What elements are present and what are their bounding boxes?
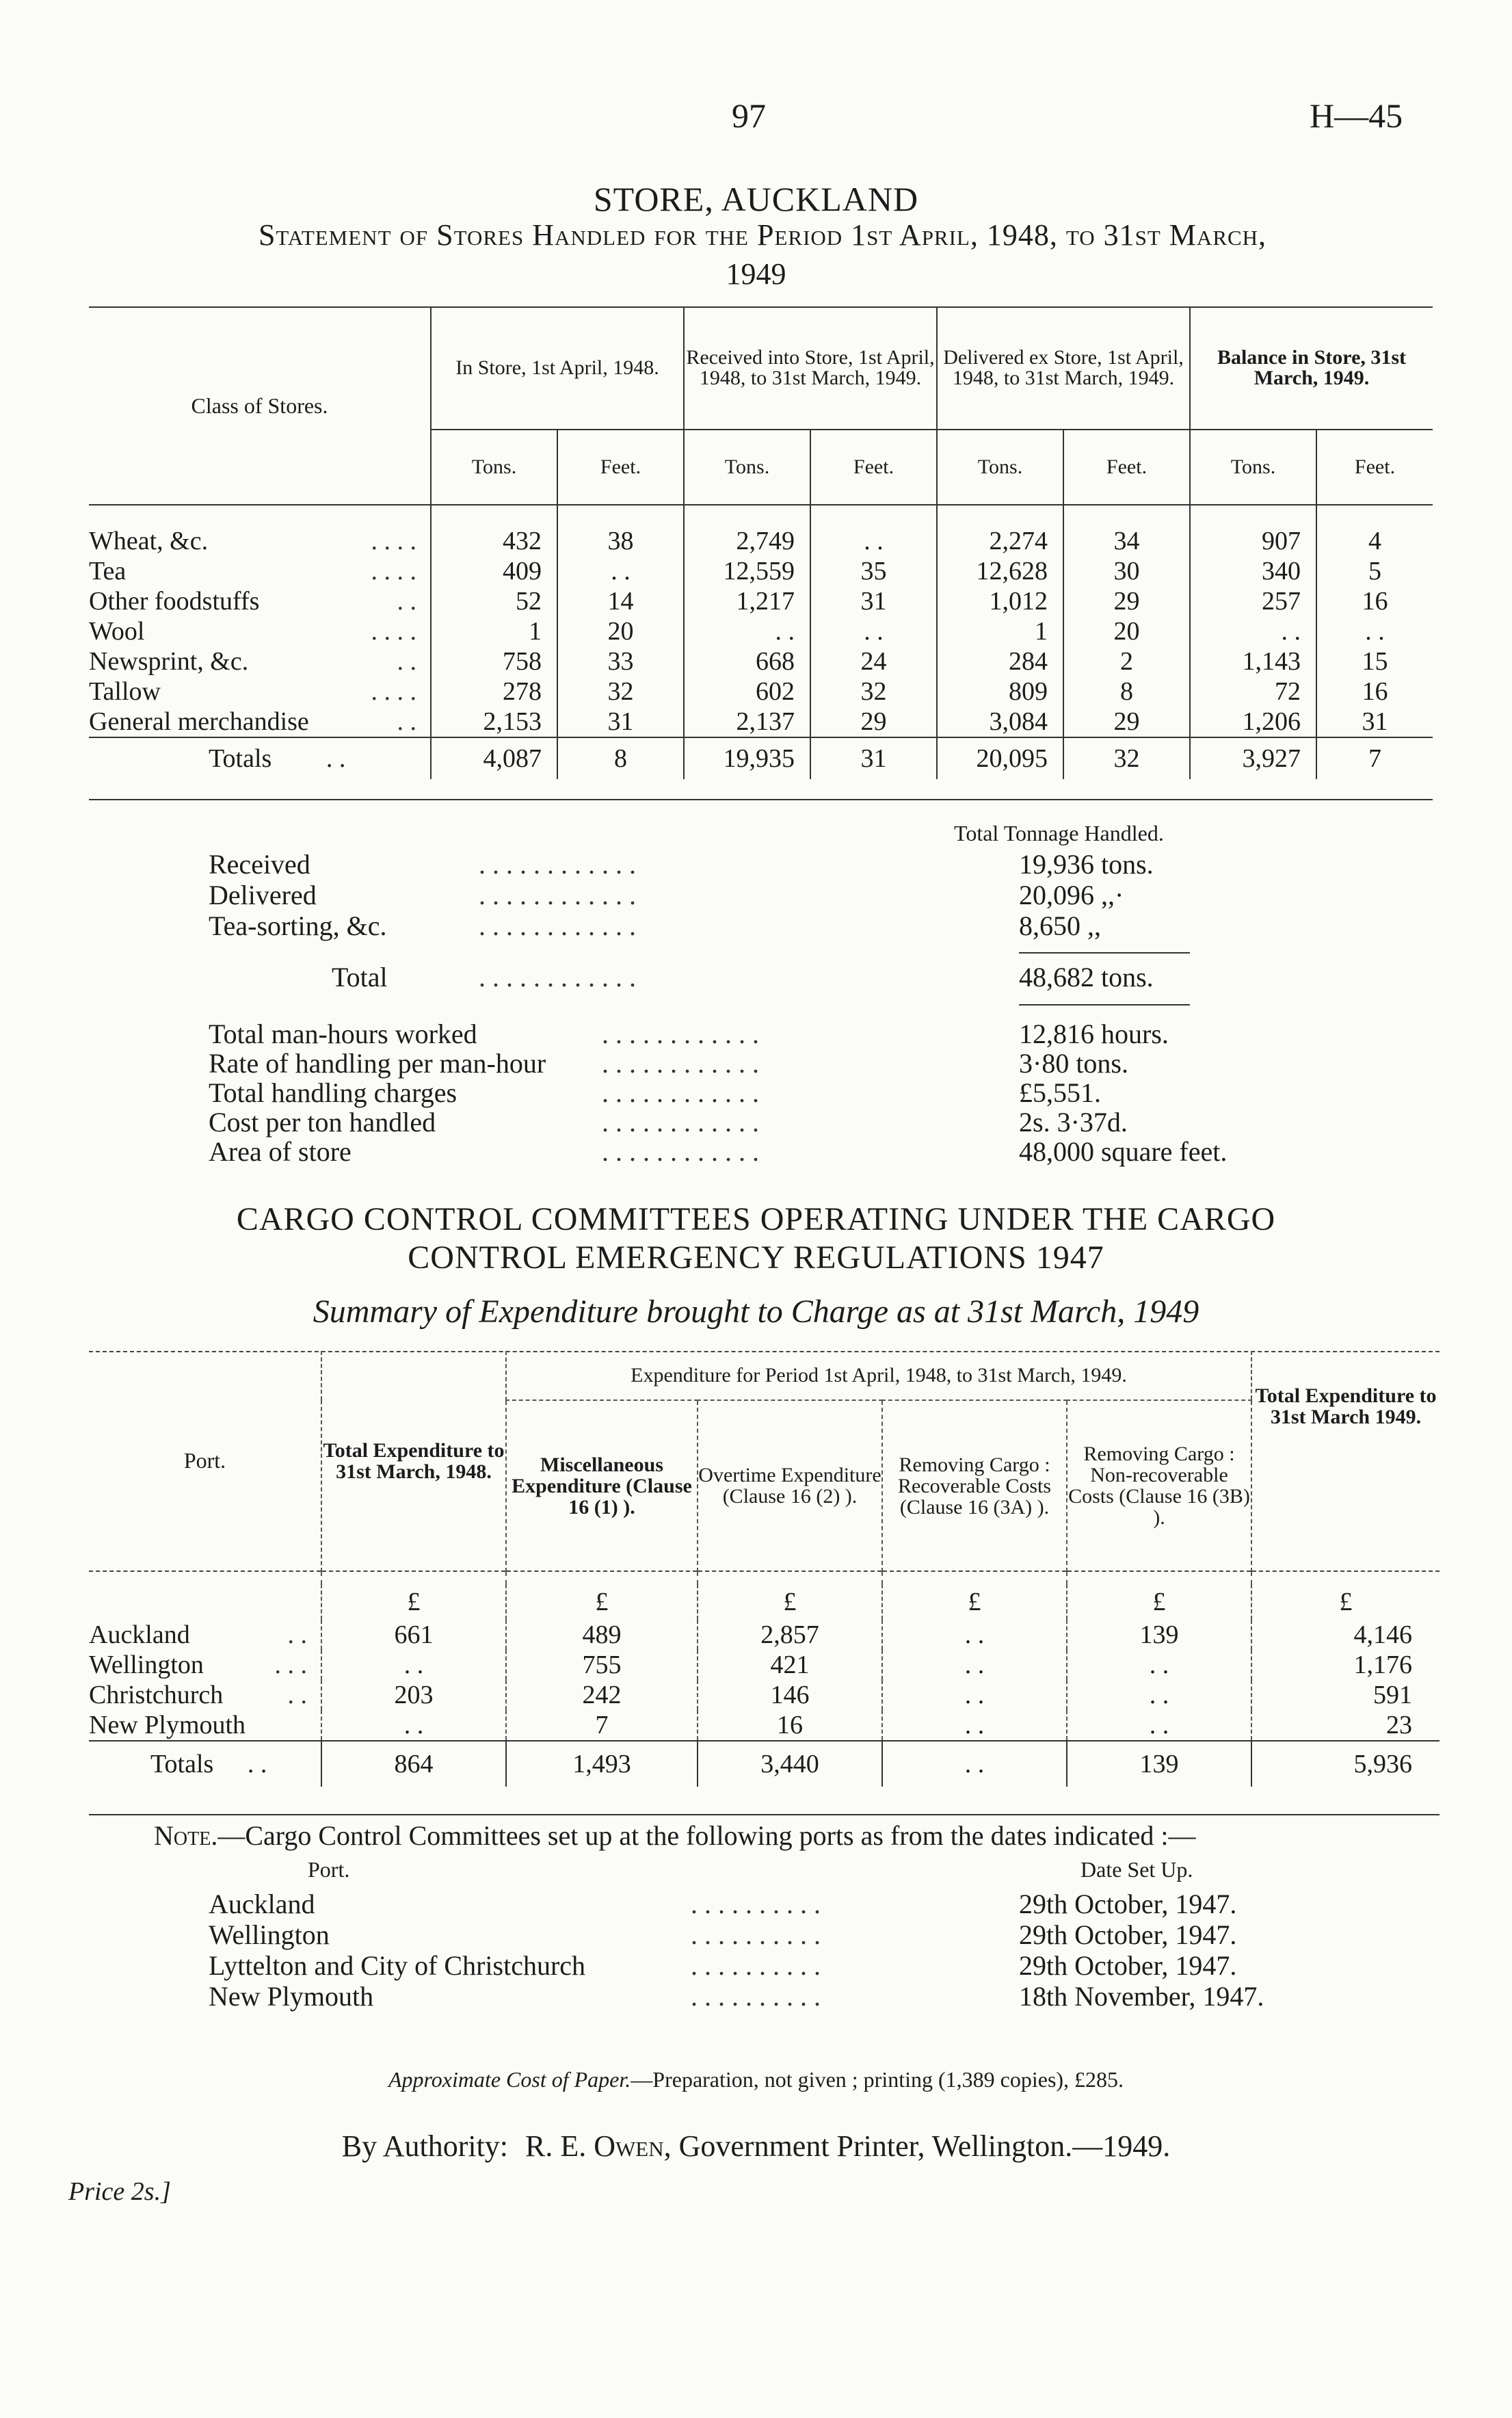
leader-dots: . . . . [371,527,416,555]
stores-row [89,707,1433,737]
non-recoverable-value: . . [1067,1680,1251,1710]
summary-total-label: Total [332,962,388,993]
summary-label: Tea-sorting, &c. [209,910,387,941]
stores-row [89,526,1433,556]
note-date: 29th October, 1947. [1019,1889,1237,1919]
row-label-cell [89,1680,321,1710]
in-store-feet: . . [557,556,684,586]
stat-label: Rate of handling per man-hour [209,1048,546,1079]
leader-dots: . . [326,744,346,773]
row-label-cell [89,676,431,707]
received-tons: 668 [684,646,810,676]
period-expenditure-header: Expenditure for Period 1st April, 1948, to 31st March, 1949. [506,1351,1251,1400]
in-store-feet: 33 [557,646,684,676]
in-store-tons: 409 [431,556,557,586]
in-store-tons: 758 [431,646,557,676]
total-balance-feet: 7 [1316,737,1433,779]
recoverable-value: . . [882,1650,1067,1680]
in-store-feet: 14 [557,586,684,616]
total-in-store-feet: 8 [557,737,684,779]
page-reference: H—45 [1310,96,1403,135]
delivered-feet: 20 [1063,616,1190,646]
stores-table [89,306,1433,779]
delivered-header: Delivered ex Store, 1st April, 1948, to 31st March, 1949. [937,306,1190,430]
in-store-tons: 278 [431,676,557,707]
balance-feet: 16 [1316,586,1433,616]
received-tons: . . [684,616,810,646]
leader-dots: . . [287,1620,307,1649]
misc-expenditure-header: Miscellaneous Expenditure (Clause 16 (1) ). [506,1400,698,1571]
total-in-store-tons: 4,087 [431,737,557,779]
leader-dots: . . [397,707,416,736]
leader-dots: . . . . . . . . . . . . [602,1048,759,1079]
stores-row [89,556,1433,586]
unit-feet: Feet. [1316,430,1433,505]
delivered-feet: 30 [1063,556,1190,586]
delivered-feet: 29 [1063,586,1190,616]
note-port: Auckland [209,1889,315,1919]
in-store-feet: 32 [557,676,684,707]
in-store-tons: 432 [431,526,557,556]
note-prefix: Note. [154,1820,218,1851]
leader-dots: . . . . . . . . . . . . [602,1077,759,1108]
delivered-feet: 2 [1063,646,1190,676]
total-1948-value: . . [321,1650,506,1680]
cargo-row [89,1650,1440,1680]
note-date: 29th October, 1947. [1019,1919,1237,1950]
received-feet: 24 [810,646,937,676]
store-title: STORE, AUCKLAND [593,180,919,218]
currency-symbol: £ [321,1584,506,1620]
total-1949-header: Total Expenditure to 31st March 1949. [1251,1351,1440,1571]
cargo-total-misc: 1,493 [506,1741,698,1787]
received-feet: 29 [810,707,937,737]
stat-value: 48,000 square feet. [1019,1136,1228,1167]
leader-dots: . . . . . . . . . . [691,1889,821,1919]
received-tons: 1,217 [684,586,810,616]
in-store-feet: 31 [557,707,684,737]
cargo-total-1949: 5,936 [1251,1741,1440,1787]
delivered-tons: 1 [937,616,1063,646]
recoverable-value: . . [882,1680,1067,1710]
authority-name: R. E. Owen [525,2129,664,2163]
stat-label: Total handling charges [209,1077,457,1108]
row-label-cell [89,586,431,616]
in-store-tons: 1 [431,616,557,646]
leader-dots: . . . . . . . . . . [691,1981,821,2012]
currency-symbol: £ [1251,1584,1440,1620]
balance-feet: 15 [1316,646,1433,676]
note-port: Wellington [209,1919,330,1950]
totals-label: Totals [150,1750,214,1778]
note-date: 18th November, 1947. [1019,1981,1264,2012]
total-1949-value: 1,176 [1251,1650,1440,1680]
summary-label: Delivered [209,880,317,910]
stores-totals-row [89,737,1433,779]
store-subtitle-year: 1949 [726,257,786,291]
balance-feet: . . [1316,616,1433,646]
row-label-cell [89,1650,321,1680]
received-tons: 602 [684,676,810,707]
port-header: Port. [183,1448,226,1473]
in-store-tons: 52 [431,586,557,616]
leader-dots: . . . . . . . . . . [691,1919,821,1950]
leader-dots: . . [287,1681,307,1709]
cargo-row [89,1710,1440,1741]
stores-row [89,616,1433,646]
cargo-total-overtime: 3,440 [698,1741,882,1787]
balance-tons: 257 [1190,586,1316,616]
authority-label: By Authority: [341,2129,509,2163]
summary-label: Received [209,849,310,880]
leader-dots: . . . . . . . . . . . . [479,849,636,880]
unit-tons: Tons. [684,430,810,505]
total-1949-value: 591 [1251,1680,1440,1710]
non-recoverable-value: 139 [1067,1620,1251,1650]
row-label: General merchandise [89,707,309,736]
note-date-heading: Date Set Up. [1080,1857,1193,1882]
summary-value: 8,650 ,, [1019,910,1101,941]
leader-dots: . . [247,1750,267,1778]
delivered-feet: 29 [1063,707,1190,737]
recoverable-value: . . [882,1620,1067,1650]
in-store-feet: 20 [557,616,684,646]
currency-symbol: £ [506,1584,698,1620]
unit-tons: Tons. [431,430,557,505]
total-1948-value: 661 [321,1620,506,1650]
total-received-tons: 19,935 [684,737,810,779]
currency-symbol: £ [1067,1584,1251,1620]
leader-dots: . . . [274,1651,307,1679]
delivered-feet: 8 [1063,676,1190,707]
misc-value: 7 [506,1710,698,1741]
leader-dots: . . . . . . . . . . . . [602,1136,759,1167]
cost-label: Approximate Cost of Paper. [388,2067,631,2092]
row-label-cell [89,526,431,556]
stat-value: 3·80 tons. [1019,1048,1128,1079]
note-port: New Plymouth [209,1981,374,2012]
balance-tons: 340 [1190,556,1316,586]
total-received-feet: 31 [810,737,937,779]
leader-dots: . . . . . . . . . . . . [479,880,636,910]
row-label-cell [89,1710,321,1741]
received-feet: 31 [810,586,937,616]
balance-tons: . . [1190,616,1316,646]
page-number: 97 [732,96,766,135]
row-label: Wellington [89,1651,204,1679]
row-label: New Plymouth [89,1711,246,1739]
in-store-header: In Store, 1st April, 1948. [431,306,684,430]
note-date: 29th October, 1947. [1019,1950,1237,1981]
cargo-title [0,1200,1512,1277]
delivered-tons: 12,628 [937,556,1063,586]
leader-dots: . . . . [371,557,416,586]
total-1948-header: Total Expenditure to 31st March, 1948. [321,1351,506,1571]
note-port-heading: Port. [308,1857,350,1882]
stat-value: £5,551. [1019,1077,1101,1108]
stores-row [89,676,1433,707]
cargo-row [89,1620,1440,1650]
in-store-tons: 2,153 [431,707,557,737]
cargo-title-line1: CARGO CONTROL COMMITTEES OPERATING UNDER THE CARGO [236,1201,1276,1237]
overtime-value: 146 [698,1680,882,1710]
delivered-tons: 284 [937,646,1063,676]
unit-feet: Feet. [1063,430,1190,505]
total-balance-tons: 3,927 [1190,737,1316,779]
misc-value: 489 [506,1620,698,1650]
total-1949-value: 4,146 [1251,1620,1440,1650]
recoverable-value: . . [882,1710,1067,1741]
non-recoverable-costs-header: Removing Cargo : Non-recoverable Costs (Clause 16 (3B) ). [1067,1400,1251,1571]
total-delivered-tons: 20,095 [937,737,1063,779]
row-label: Tallow [89,677,161,706]
class-of-stores-header: Class of Stores. [191,393,328,418]
balance-feet: 16 [1316,676,1433,707]
row-label: Auckland [89,1620,190,1649]
row-label: Newsprint, &c. [89,647,249,676]
leader-dots: . . . . . . . . . . . . [602,1107,759,1138]
stat-value: 2s. 3·37d. [1019,1107,1128,1138]
in-store-feet: 38 [557,526,684,556]
stores-row [89,646,1433,676]
balance-tons: 1,143 [1190,646,1316,676]
summary-value: 20,096 ,,· [1019,880,1124,910]
row-label: Other foodstuffs [89,587,260,616]
authority-line [0,2129,1512,2164]
unit-feet: Feet. [810,430,937,505]
row-label: Wheat, &c. [89,527,209,555]
non-recoverable-value: . . [1067,1710,1251,1741]
row-label: Tea [89,557,127,586]
row-label-cell [89,707,431,737]
summary-total-value: 48,682 tons. [1019,962,1154,993]
received-feet: 35 [810,556,937,586]
currency-symbol: £ [882,1584,1067,1620]
received-feet: . . [810,526,937,556]
cargo-subtitle: Summary of Expenditure brought to Charge as at 31st March, 1949 [313,1293,1199,1330]
cargo-row [89,1680,1440,1710]
tonnage-summary-heading: Total Tonnage Handled. [954,821,1164,845]
summary-rule [1019,1004,1190,1006]
leader-dots: . . [397,587,416,616]
received-header: Received into Store, 1st April, 1948, to 31st March, 1949. [684,306,937,430]
delivered-tons: 2,274 [937,526,1063,556]
stat-label: Total man-hours worked [209,1019,477,1049]
stat-label: Area of store [209,1136,352,1167]
balance-feet: 5 [1316,556,1433,586]
balance-tons: 72 [1190,676,1316,707]
cargo-table [89,1351,1440,1787]
cost-of-paper [0,2067,1512,2092]
note-port: Lyttelton and City of Christchurch [209,1950,586,1981]
totals-label: Totals [209,744,272,773]
summary-rule [1019,952,1190,954]
cost-text: —Preparation, not given ; printing (1,389 copies), £285. [631,2067,1124,2092]
leader-dots: . . . . . . . . . . . . [602,1019,759,1049]
balance-tons: 1,206 [1190,707,1316,737]
authority-rest: , Government Printer, Wellington.—1949. [663,2129,1171,2163]
delivered-tons: 809 [937,676,1063,707]
price: Price 2s.] [68,2177,171,2206]
unit-tons: Tons. [1190,430,1316,505]
non-recoverable-value: . . [1067,1650,1251,1680]
leader-dots: . . . . [371,617,416,646]
row-label-cell [89,1620,321,1650]
cargo-title-line2: CONTROL EMERGENCY REGULATIONS 1947 [408,1239,1104,1276]
received-feet: 32 [810,676,937,707]
row-label-cell [89,556,431,586]
total-1948-value: 203 [321,1680,506,1710]
leader-dots: . . . . . . . . . . . . [479,962,636,993]
leader-dots: . . [397,647,416,676]
cargo-total-1948: 864 [321,1741,506,1787]
delivered-tons: 1,012 [937,586,1063,616]
row-label-cell [89,616,431,646]
received-tons: 2,749 [684,526,810,556]
received-tons: 12,559 [684,556,810,586]
leader-dots: . . . . . . . . . . . . [479,910,636,941]
stat-label: Cost per ton handled [209,1107,436,1138]
unit-tons: Tons. [937,430,1063,505]
cargo-total-recoverable: . . [882,1741,1067,1787]
currency-row [89,1584,1440,1620]
cargo-total-non-recoverable: 139 [1067,1741,1251,1787]
received-feet: . . [810,616,937,646]
stores-row [89,586,1433,616]
row-label: Wool [89,617,145,646]
cargo-note [154,1819,1195,1852]
total-1948-value: . . [321,1710,506,1741]
total-1949-value: 23 [1251,1710,1440,1741]
balance-feet: 4 [1316,526,1433,556]
balance-header: Balance in Store, 31st March, 1949. [1190,306,1433,430]
currency-symbol: £ [698,1584,882,1620]
row-label-cell [89,646,431,676]
misc-value: 755 [506,1650,698,1680]
delivered-feet: 34 [1063,526,1190,556]
balance-tons: 907 [1190,526,1316,556]
overtime-expenditure-header: Overtime Expenditure (Clause 16 (2) ). [698,1400,882,1571]
overtime-value: 421 [698,1650,882,1680]
received-tons: 2,137 [684,707,810,737]
cargo-table-bottom-rule [89,1814,1440,1815]
total-delivered-feet: 32 [1063,737,1190,779]
balance-feet: 31 [1316,707,1433,737]
delivered-tons: 3,084 [937,707,1063,737]
summary-value: 19,936 tons. [1019,849,1154,880]
note-text: —Cargo Control Committees set up at the following ports as from the dates indicated :— [217,1820,1196,1851]
unit-feet: Feet. [557,430,684,505]
store-subtitle: Statement of Stores Handled for the Period 1st April, 1948, to 31st March, [258,218,1267,252]
recoverable-costs-header: Removing Cargo : Recoverable Costs (Clause 16 (3A) ). [882,1400,1067,1571]
stores-table-bottom-rule [89,799,1433,800]
misc-value: 242 [506,1680,698,1710]
overtime-value: 16 [698,1710,882,1741]
stat-value: 12,816 hours. [1019,1019,1169,1049]
row-label: Christchurch [89,1681,224,1709]
overtime-value: 2,857 [698,1620,882,1650]
cargo-totals-row [89,1741,1440,1787]
leader-dots: . . . . [371,677,416,706]
leader-dots: . . . . . . . . . . [691,1950,821,1981]
